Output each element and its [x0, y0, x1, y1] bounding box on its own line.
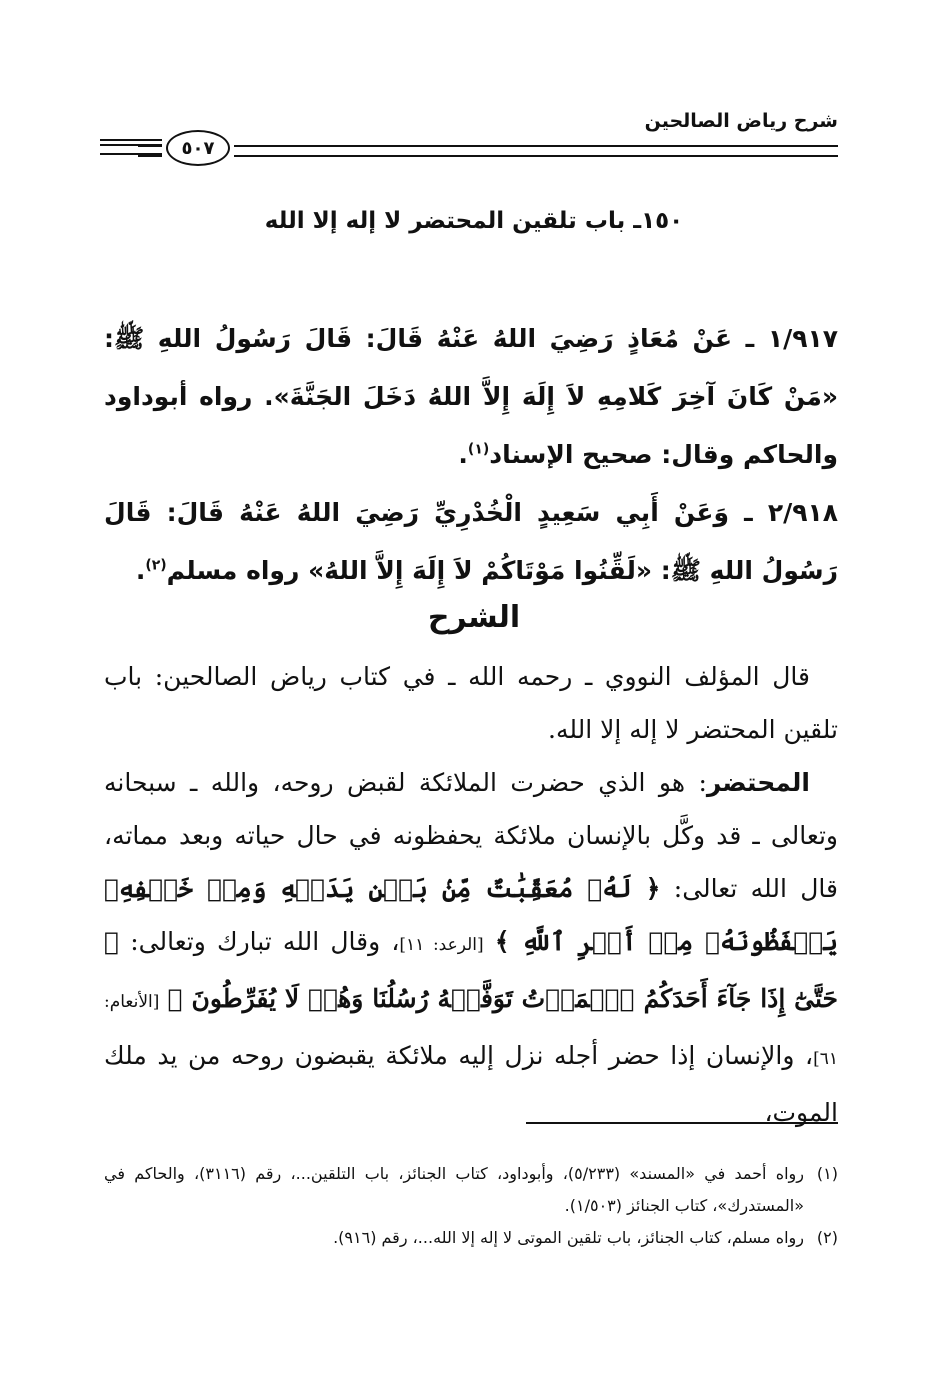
header-rule-left-ornament	[100, 139, 162, 155]
page-number: ٥٠٧	[166, 130, 230, 166]
commentary-body	[104, 650, 838, 1139]
hadith-918	[104, 484, 838, 600]
header-rule	[138, 145, 838, 157]
commentary-intro-paragraph: قال المؤلف النووي ـ رحمه الله ـ في كتاب رياض الصالحين: باب تلقين المحتضر لا إله إلا الله.	[104, 662, 838, 744]
verse-reference: [الرعد: ١١]	[399, 935, 484, 955]
page-number-frame	[162, 128, 234, 168]
hadith-end-mark: .	[458, 440, 468, 469]
footnote-text: رواه أحمد في «المسند» (٥/٢٣٣)، وأبوداود، كتاب الجنائز، باب التلقين...، رقم (٣١١٦)، والحاكم في «المستدرك»، كتاب الجنائز (١/٥٠٣).	[104, 1164, 805, 1215]
definition-text: : هو الذي حضرت الملائكة لقبض روحه، والله ـ سبحانه وتعالى ـ قد وكَّل بالإنسان ملائكة يحفظونه في حال حياته وبعد مماته، قال الله تعالى:	[104, 768, 838, 903]
commentary-heading: الشرح	[427, 600, 521, 635]
quran-verse: ﴿ حَتَّىٰٓ إِذَا جَآءَ أَحَدَكُمُ ٱلۡمَوۡتُ تَوَفَّتۡهُ رُسُلُنَا وَهُمۡ لَا يُفَرِّطُونَ ﴾	[104, 927, 838, 1013]
footnote-marker: (١)	[467, 441, 490, 458]
chapter-title: ١٥٠ـ باب تلقين المحتضر لا إله إلا الله	[264, 208, 684, 234]
hadith-text: ١/٩١٧ ـ عَنْ مُعَاذٍ رَضِيَ اللهُ عَنْهُ قَالَ: قَالَ رَسُولُ اللهِ ﷺ: «مَنْ كَانَ آخِرَ كَلامِهِ لاَ إِلَهَ إِلاَّ اللهُ دَخَلَ الجَنَّةَ». رواه أبوداود والحاكم وقال: صحيح الإسناد	[104, 324, 838, 469]
footnote	[104, 1158, 838, 1222]
hadith-end-mark: .	[135, 556, 146, 585]
footnote-number: (١)	[816, 1164, 838, 1183]
footnote-number: (٢)	[816, 1228, 838, 1247]
commentary-definition-paragraph	[104, 756, 838, 1139]
hadith-text: ٢/٩١٨ ـ وَعَنْ أَبِي سَعِيدٍ الْخُدْرِيِّ رَضِيَ اللهُ عَنْهُ قَالَ: قَالَ رَسُولُ اللهِ ﷺ: «لَقِّنُوا مَوْتَاكُمْ لاَ إِلَهَ إِلاَّ اللهُ» رواه مسلم	[104, 498, 838, 585]
quran-verse: ﴿ لَهُۥ مُعَقِّبَٰتٌ مِّنۢ بَيۡنِ يَدَيۡهِ وَمِنۡ خَلۡفِهِۦ يَحۡفَظُونَهُۥ مِنۡ أَمۡرِ ٱللَّهِ ﴾	[104, 874, 839, 956]
hadith-917	[104, 310, 838, 484]
definition-text: ، والإنسان إذا حضر أجله نزل إليه ملائكة يقبضون روحه من يد ملك الموت،	[104, 1041, 838, 1127]
footnote-separator	[526, 1122, 838, 1124]
verse-reference: [الأنعام: ٦١]	[104, 992, 838, 1069]
footnote-text: رواه مسلم، كتاب الجنائز، باب تلقين الموتى لا إله إلا الله...، رقم (٩١٦).	[333, 1228, 804, 1247]
defined-term: المحتضر	[706, 768, 810, 797]
footnotes	[104, 1158, 838, 1254]
footnote	[104, 1222, 838, 1254]
footnote-marker: (٢)	[145, 557, 167, 574]
running-header-title: شرح رياض الصالحين	[644, 110, 838, 132]
definition-text: ، وقال الله تبارك وتعالى:	[130, 927, 400, 956]
